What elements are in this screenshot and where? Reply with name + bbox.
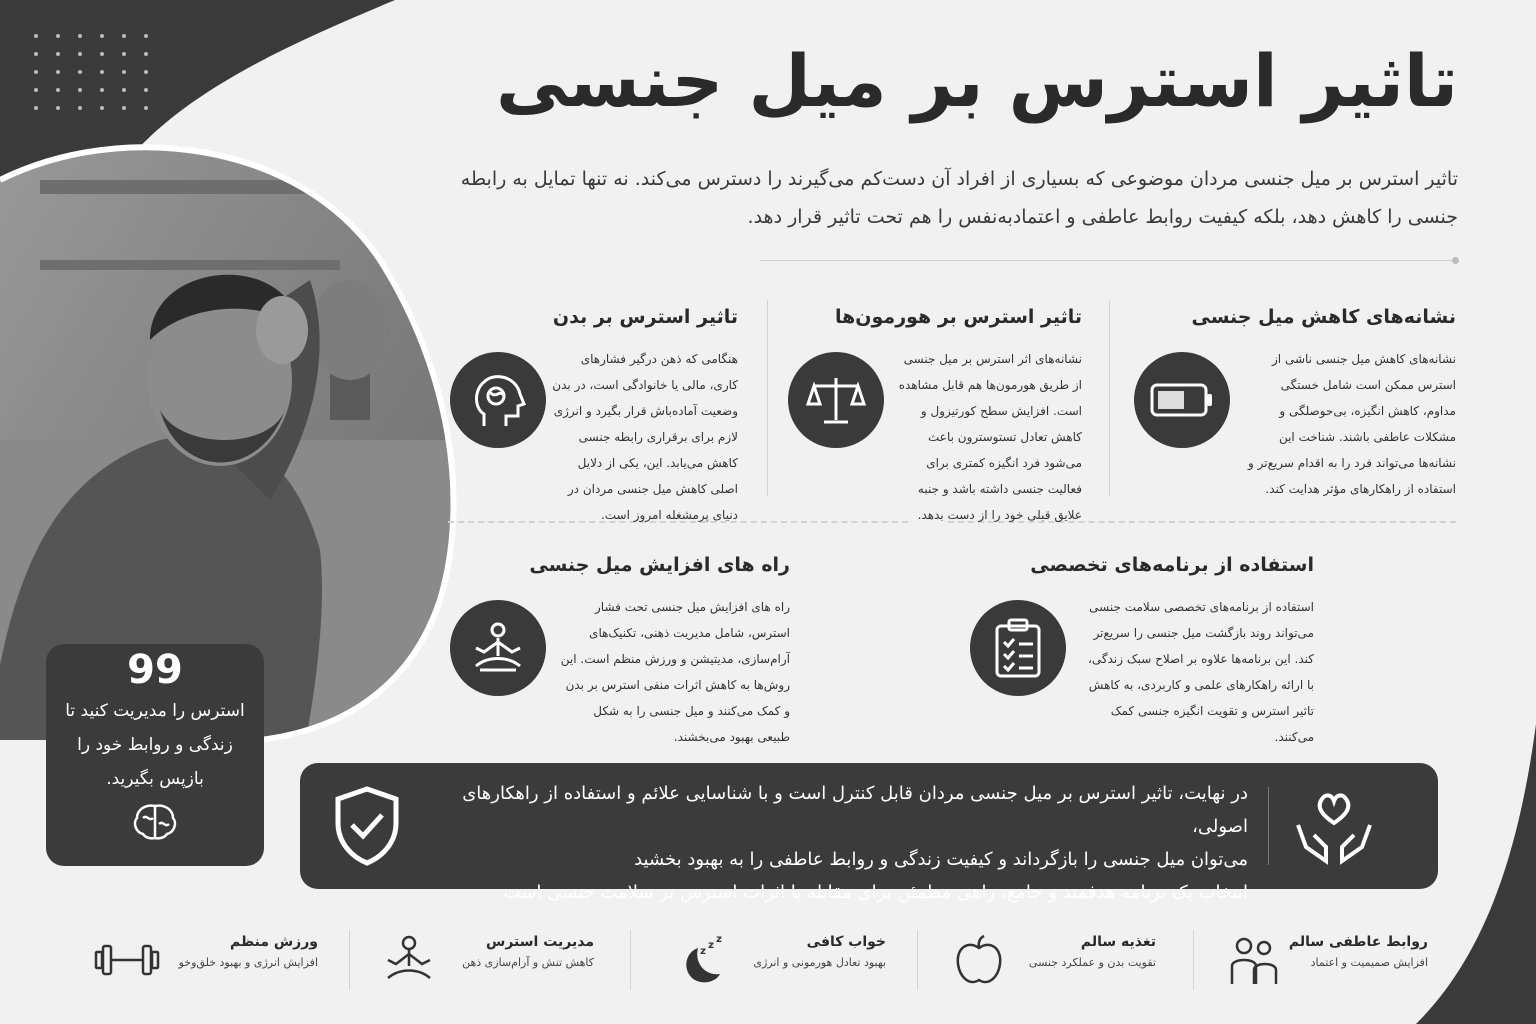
svg-text:z: z xyxy=(708,940,714,951)
conclusion-banner xyxy=(300,763,1438,903)
tip-item xyxy=(378,934,594,969)
page-title: تاثیر استرس بر میل جنسی xyxy=(495,39,1458,123)
sleep-moon-icon xyxy=(676,934,732,990)
tip-title: مدیریت استرس xyxy=(486,934,594,950)
tip-divider xyxy=(349,930,350,990)
quote-mark: 99 xyxy=(127,647,183,693)
header-divider-dot xyxy=(1452,257,1459,264)
section-title: نشانه‌های کاهش میل جنسی xyxy=(1191,306,1456,328)
heart-hands-icon xyxy=(1292,785,1376,871)
section-body: راه های افزایش میل جنسی تحت فشار استرس، شامل مدیریت ذهنی، تکنیک‌های آرام‌سازی، مدیتیشن و ورزش منظم است. این روش‌ها به کاهش اثرات منفی استرس بر بدن و کمک می‌کنند و میل جنسی را به شکل طبیعی بهبود می‌بخشند. xyxy=(560,600,790,744)
tip-divider xyxy=(630,930,631,990)
couple-icon xyxy=(1226,934,1280,990)
apple-icon xyxy=(954,934,1004,992)
svg-text:z: z xyxy=(700,946,706,957)
brain-head-icon xyxy=(450,352,546,448)
section-body-effect xyxy=(448,306,738,522)
tip-subtitle: کاهش تنش و آرام‌سازی ذهن xyxy=(462,956,594,969)
tip-title: روابط عاطفی سالم xyxy=(1288,934,1428,950)
column-divider xyxy=(1109,300,1110,496)
tip-title: خواب کافی xyxy=(806,934,886,950)
section-signs xyxy=(1130,306,1456,506)
shield-check-icon xyxy=(332,785,402,871)
tip-item xyxy=(1222,934,1428,969)
section-body: نشانه‌های اثر استرس بر میل جنسی از طریق هورمون‌ها هم قابل مشاهده است. افزایش سطح کورتیزول و کاهش تعادل تستوسترون باعث می‌شود فرد انگیزه کمتری برای فعالیت جنسی داشته باشد و جنبه علایق قبلی خود را از دست بدهد. xyxy=(898,352,1082,522)
dumbbell-icon xyxy=(94,940,160,984)
conclusion-line: می‌توان میل جنسی را بازگرداند و کیفیت زندگی و روابط عاطفی را به بهبود بخشید xyxy=(634,849,1248,870)
clipboard-icon xyxy=(970,600,1066,696)
tip-subtitle: بهبود تعادل هورمونی و انرژی xyxy=(753,956,886,969)
section-title: راه های افزایش میل جنسی xyxy=(529,554,790,576)
tip-title: تغذیه سالم xyxy=(1080,934,1156,950)
tip-item xyxy=(94,934,318,969)
section-title: استفاده از برنامه‌های تخصصی xyxy=(1030,554,1314,576)
conclusion-text xyxy=(418,777,1248,909)
meditation-icon xyxy=(382,934,436,990)
section-body: نشانه‌های کاهش میل جنسی ناشی از استرس ممکن است شامل خستگی مداوم، کاهش انگیزه، بی‌حوصلگی و مشکلات عاطفی باشند. شناخت این نشانه‌ها می‌تواند فرد را به اقدام سریع‌تر و استفاده از راهکارهای مؤثر هدایت کند. xyxy=(1248,352,1456,496)
intro-paragraph: تاثیر استرس بر میل جنسی مردان موضوعی که بسیاری از افراد آن دست‌کم می‌گیرند را دسترس می‌کند. نه تنها تمایل به رابطه جنسی را کاهش دهد، بلکه کیفیت روابط عاطفی و اعتمادبه‌نفس را هم تحت تاثیر قرار دهد. xyxy=(460,168,1458,228)
quote-text: استرس را مدیریت کنید تا زندگی و روابط خود را بازپس بگیرید. xyxy=(65,701,245,789)
brain-icon xyxy=(46,802,264,846)
section-programs xyxy=(966,554,1314,744)
section-increase xyxy=(448,554,790,744)
tip-item xyxy=(676,934,886,969)
tip-subtitle: افزایش انرژی و بهبود خلق‌وخو xyxy=(178,956,318,969)
svg-text:z: z xyxy=(716,934,722,945)
conclusion-line: در نهایت، تاثیر استرس بر میل جنسی مردان قابل کنترل است و با شناسایی علائم و استفاده از راهکارهای اصولی، xyxy=(462,783,1248,837)
banner-divider xyxy=(1268,787,1269,865)
header-divider xyxy=(760,260,1456,261)
tip-divider xyxy=(917,930,918,990)
tip-title: ورزش منظم xyxy=(229,934,318,950)
quote-box xyxy=(46,644,264,866)
tip-subtitle: تقویت بدن و عملکرد جنسی xyxy=(1028,956,1156,969)
tip-subtitle: افزایش صمیمیت و اعتماد xyxy=(1310,956,1428,969)
battery-icon xyxy=(1134,352,1230,448)
tip-item xyxy=(950,934,1156,969)
section-body: استفاده از برنامه‌های تخصصی سلامت جنسی می‌تواند روند بازگشت میل جنسی را سریع‌تر کند. این برنامه‌ها علاوه بر اصلاح سبک زندگی، با ارائه راهکارهای علمی و کاربردی، به کاهش تاثیر استرس و تقویت انگیزه جنسی کمک می‌کنند. xyxy=(1088,600,1314,744)
section-title: تاثیر استرس بر هورمون‌ها xyxy=(835,306,1082,328)
tip-divider xyxy=(1193,930,1194,990)
section-hormones xyxy=(786,306,1082,522)
section-body: هنگامی که ذهن درگیر فشارهای کاری، مالی یا خانوادگی است، در بدن وضعیت آماده‌باش قرار بگیرد و انرژی لازم برای برقراری رابطه جنسی کاهش می‌یابد. این، یکی از دلایل اصلی کاهش میل جنسی مردان در دنیای پرمشغله امروز است. xyxy=(552,352,738,522)
scale-icon xyxy=(788,352,884,448)
meditation-icon xyxy=(450,600,546,696)
section-title: تاثیر استرس بر بدن xyxy=(552,306,738,328)
conclusion-line: انتخاب یک برنامه هدفمند و جامع، راهی مطمئن برای مقابله با اثرات استرس بر سلامت جنسی است xyxy=(503,882,1248,903)
column-divider xyxy=(767,300,768,496)
